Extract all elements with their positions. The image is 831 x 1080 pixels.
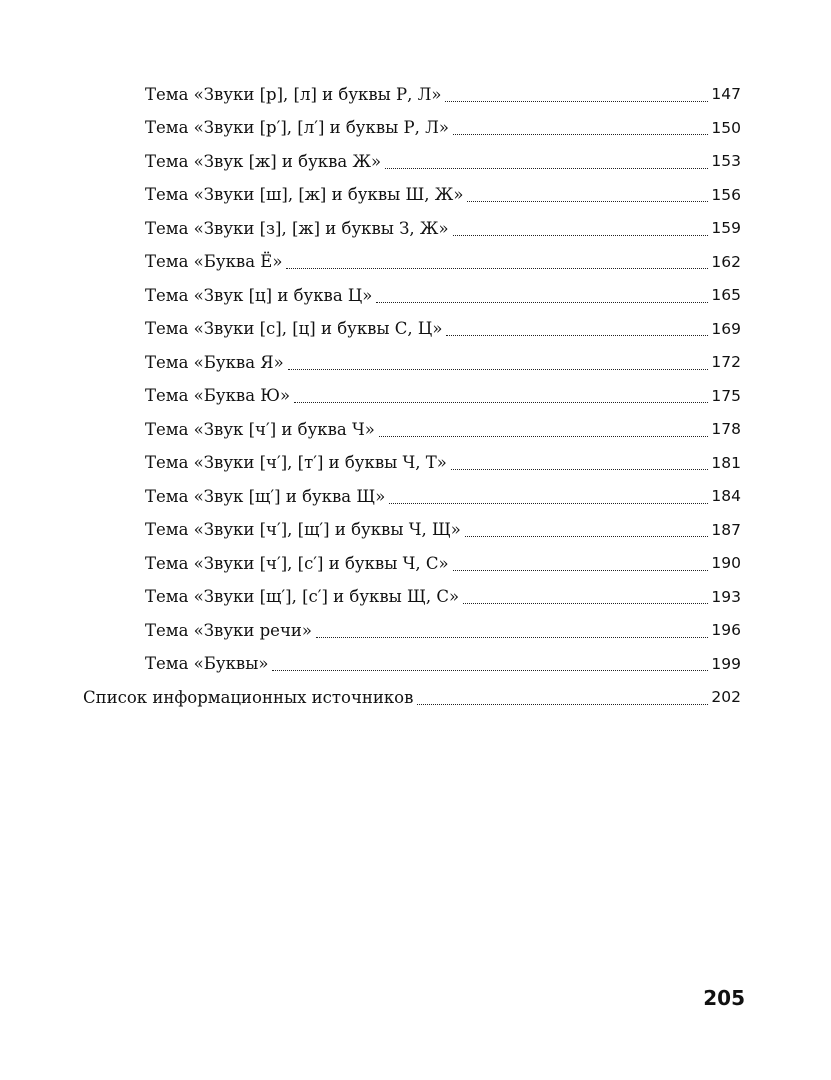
toc-entry-page: 153 xyxy=(711,152,741,170)
toc-entry xyxy=(0,648,831,682)
toc-entry-title: Тема «Буква Я» xyxy=(145,352,284,372)
toc-dot-leader xyxy=(446,335,708,336)
toc-entry-title: Список информационных источников xyxy=(83,687,414,707)
toc-entry-title: Тема «Звук [щ′] и буква Щ» xyxy=(145,486,386,506)
toc-dot-leader xyxy=(294,402,708,403)
toc-entry-page: 147 xyxy=(711,85,741,103)
page-number: 205 xyxy=(703,986,745,1010)
toc-entry-title: Тема «Звук [ч′] и буква Ч» xyxy=(145,419,375,439)
toc-dot-leader xyxy=(463,603,708,604)
toc-entry-title: Тема «Звуки [р′], [л′] и буквы Р, Л» xyxy=(145,118,449,137)
toc-dot-leader xyxy=(453,570,709,571)
toc-entry xyxy=(0,179,831,213)
toc-dot-leader xyxy=(453,235,709,236)
toc-entry-title: Тема «Звуки [ч′], [т′] и буквы Ч, Т» xyxy=(145,453,447,472)
toc-entry-page: 169 xyxy=(711,319,741,338)
toc-entry-page: 184 xyxy=(711,487,741,505)
toc-entry-page: 193 xyxy=(711,587,741,606)
toc-entry-title: Тема «Звуки [ч′], [щ′] и буквы Ч, Щ» xyxy=(145,520,461,539)
toc-entry-title: Тема «Звуки [р], [л] и буквы Р, Л» xyxy=(145,84,442,104)
toc-entry-title: Тема «Звуки [ч′], [с′] и буквы Ч, С» xyxy=(145,553,449,573)
toc-dot-leader xyxy=(465,536,709,537)
toc-dot-leader xyxy=(389,503,708,504)
toc-entry-page: 202 xyxy=(711,688,741,706)
toc-dot-leader xyxy=(467,201,708,202)
toc-entry xyxy=(0,480,831,514)
toc-entry-title: Тема «Буква Ё» xyxy=(145,252,283,271)
toc-entry xyxy=(0,279,831,313)
toc-entry-title: Тема «Звук [ж] и буква Ж» xyxy=(145,151,382,171)
toc-entry-title: Тема «Звуки [з], [ж] и буквы З, Ж» xyxy=(145,218,449,238)
toc-dot-leader xyxy=(288,369,709,370)
toc-entry xyxy=(0,78,831,112)
toc-entry xyxy=(0,447,831,481)
toc-entry-title: Тема «Звуки [щ′], [с′] и буквы Щ, С» xyxy=(145,587,460,606)
toc-entry-title: Тема «Звуки [ш], [ж] и буквы Ш, Ж» xyxy=(145,185,464,204)
toc-entry-page: 190 xyxy=(711,554,741,572)
toc-entry xyxy=(0,246,831,280)
toc-entry-page: 150 xyxy=(711,118,741,137)
toc-dot-leader xyxy=(453,134,708,135)
toc-dot-leader xyxy=(451,469,709,470)
toc-dot-leader xyxy=(445,101,708,102)
toc-entry-title: Тема «Буквы» xyxy=(145,654,269,673)
toc-entry-references xyxy=(0,681,831,715)
toc-entry xyxy=(0,380,831,414)
toc-entry xyxy=(0,346,831,380)
toc-entry-page: 162 xyxy=(711,252,741,271)
toc-dot-leader xyxy=(316,637,708,638)
toc-dot-leader xyxy=(286,268,708,269)
toc-entry xyxy=(0,212,831,246)
toc-dot-leader xyxy=(385,168,708,169)
toc-entry-page: 187 xyxy=(711,520,741,539)
toc-entry-page: 199 xyxy=(711,654,741,673)
toc-entry-page: 156 xyxy=(711,185,741,204)
toc-entry-page: 196 xyxy=(711,621,741,639)
toc-entry xyxy=(0,145,831,179)
toc-entry xyxy=(0,614,831,648)
toc-entry-title: Тема «Буква Ю» xyxy=(145,386,291,405)
toc-entry-page: 175 xyxy=(711,386,741,405)
toc-entry-page: 172 xyxy=(711,353,741,371)
toc-entry-page: 178 xyxy=(711,420,741,438)
toc-entry-page: 159 xyxy=(711,219,741,237)
toc-entry xyxy=(0,112,831,146)
toc-dot-leader xyxy=(272,670,708,671)
toc-entry-title: Тема «Звук [ц] и буква Ц» xyxy=(145,285,373,305)
toc-dot-leader xyxy=(417,704,708,705)
toc-entry-page: 181 xyxy=(711,453,741,472)
toc-dot-leader xyxy=(376,302,708,303)
toc-entry xyxy=(0,547,831,581)
toc-entry xyxy=(0,413,831,447)
toc-entry-title: Тема «Звуки [с], [ц] и буквы С, Ц» xyxy=(145,319,443,338)
toc-entry xyxy=(0,581,831,615)
toc-entry-title: Тема «Звуки речи» xyxy=(145,620,312,640)
toc-entry xyxy=(0,514,831,548)
toc-dot-leader xyxy=(379,436,709,437)
toc-entry xyxy=(0,313,831,347)
toc-entry-page: 165 xyxy=(711,286,741,304)
table-of-contents xyxy=(0,78,831,715)
